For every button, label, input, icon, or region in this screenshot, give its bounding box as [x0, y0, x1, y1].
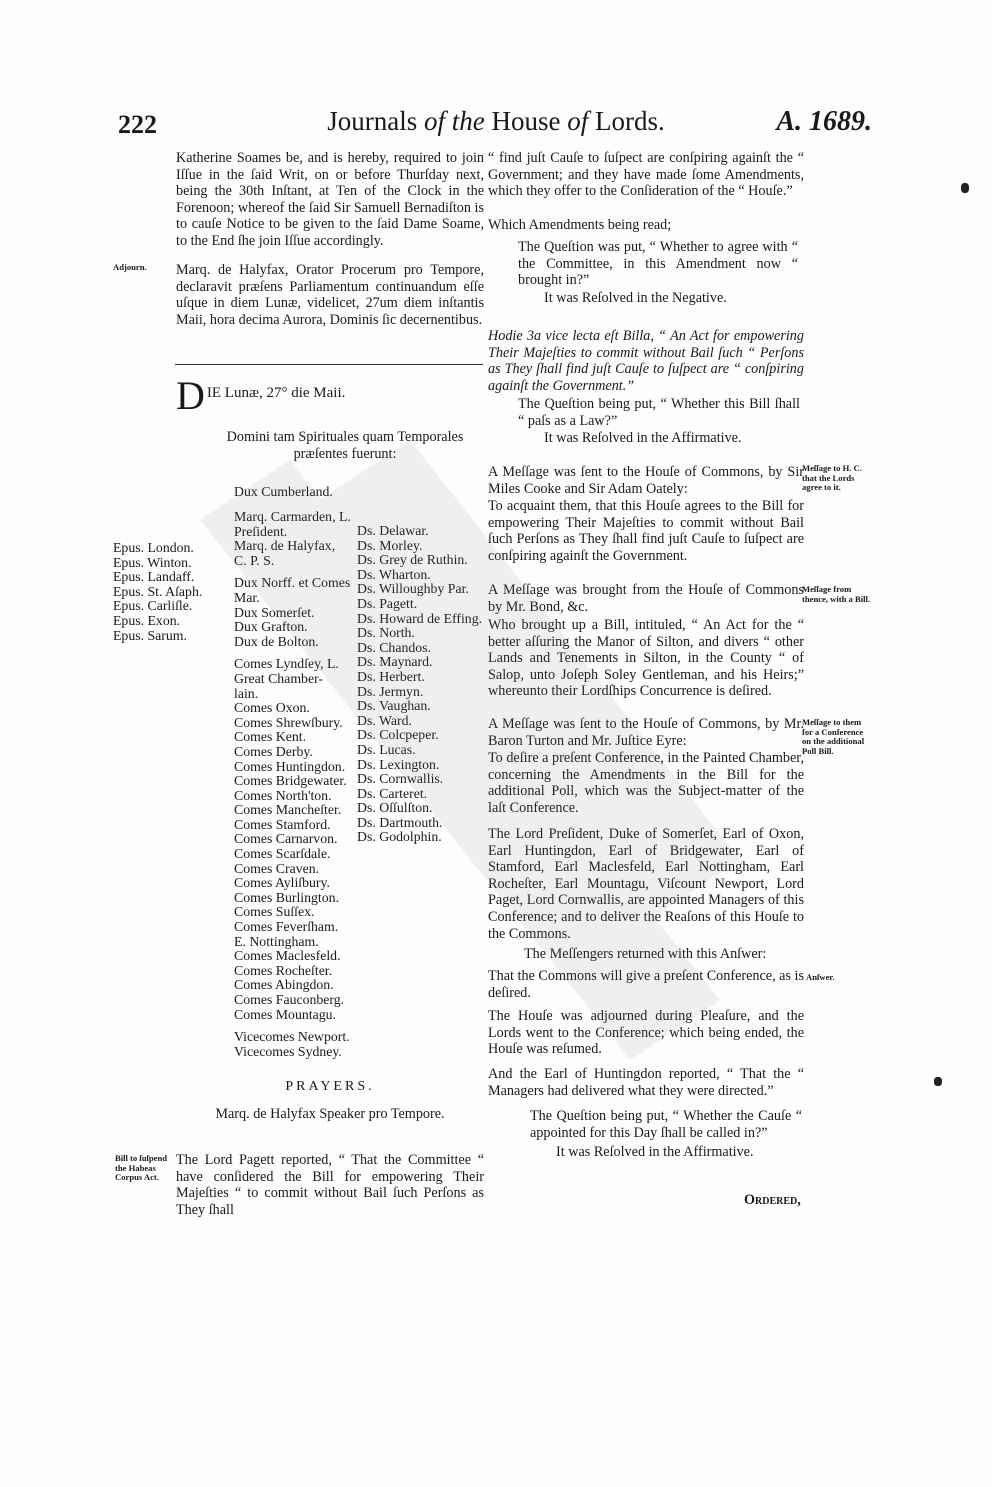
- peer-entry: Dux Grafton.: [234, 619, 308, 635]
- margin-note-message-bill: Meſſage from thence, with a Bill.: [802, 584, 871, 604]
- col2-p13: To deſire a preſent Conference, in the Painted Chamber, concerning the Amendments in the Bill for the additional Poll, which was the Subject-matter of the laſt Conference.: [488, 750, 804, 816]
- peer-entry: Preſident.: [234, 523, 288, 539]
- baron-entry: Ds. Vaughan.: [357, 698, 431, 714]
- peer-entry: Great Chamber-: [234, 670, 323, 686]
- col2-p7: It was Reſolved in the Affirmative.: [544, 430, 742, 446]
- die-heading: [176, 373, 484, 418]
- col2-p8: A Meſſage was ſent to the Houſe of Commons, by Sir Miles Cooke and Sir Adam Oately:: [488, 464, 804, 497]
- peer-entry: Comes Maclesfeld.: [234, 948, 341, 964]
- peer-entry: Comes Derby.: [234, 743, 313, 759]
- peer-entry: Comes Oxon.: [234, 700, 310, 716]
- baron-entry: Ds. Oſſulſton.: [357, 800, 433, 816]
- baron-entry: Ds. Lucas.: [357, 741, 416, 757]
- col2-p11: Who brought up a Bill, intituled, “ An Act for the “ better aſſuring the Manor of Silton, and divers “ other Lands and Tenements in Silton, in the County “ of Salop, unto Joſeph Soley Gentleman, and his Heirs;” whereunto their Lordſhips Concurrence is deſired.: [488, 617, 804, 700]
- baron-entry: Ds. Maynard.: [357, 654, 433, 670]
- ink-mark: [934, 1077, 942, 1086]
- peer-entry: Comes Abingdon.: [234, 977, 334, 993]
- peer-entry: Comes North'ton.: [234, 787, 332, 803]
- margin-note-adjourn: Adjourn.: [113, 262, 147, 272]
- bishop-entry: Epus. Carliſle.: [113, 598, 193, 614]
- peer-entry: Comes Carnarvon.: [234, 831, 338, 847]
- peer-entry: Comes Scarſdale.: [234, 846, 331, 862]
- peers-list: [234, 510, 351, 1059]
- peer-entry: Comes Fauconberg.: [234, 992, 345, 1007]
- title-part-of-the: of the: [423, 106, 485, 136]
- margin-note-conference: Meſſage to them for a Conference on the additional Poll Bill.: [802, 717, 865, 756]
- col2-p9: To acquaint them, that this Houſe agrees to the Bill for empowering Their Majeſties to commit without Bail ſuch Perſons as They ſhall find juſt Cauſe to ſuſpect are conſpiring againſt the Government.: [488, 498, 804, 564]
- peer-entry: Comes Stamford.: [234, 816, 331, 832]
- peer-entry: Comes Lyndſey, L.: [234, 656, 339, 672]
- page-number: 222: [118, 110, 157, 139]
- bishop-entry: Epus. Landaff.: [113, 569, 195, 585]
- peer-entry: E. Nottingham.: [234, 933, 319, 949]
- baron-entry: Ds. Colcpeper.: [357, 727, 439, 743]
- bishop-entry: Epus. St. Aſaph.: [113, 583, 203, 599]
- col2-p2: Which Amendments being read;: [488, 217, 672, 233]
- bishop-entry: Epus. Exon.: [113, 612, 181, 628]
- baron-entry: Ds. Ward.: [357, 712, 412, 728]
- peer-entry: Vicecomes Sydney.: [234, 1043, 342, 1059]
- peer-entry: Mar.: [234, 589, 260, 605]
- peer-entry: Comes Bridgewater.: [234, 773, 347, 789]
- baron-entry: Ds. Chandos.: [357, 639, 431, 655]
- peer-entry: Dux de Bolton.: [234, 633, 319, 649]
- baron-entry: Ds. Willoughby Par.: [357, 581, 469, 597]
- margin-note-answer: Anſwer.: [806, 972, 835, 982]
- col2-p16: That the Commons will give a preſent Conference, as is deſired.: [488, 968, 804, 1001]
- peer-entry: Comes Ayliſbury.: [234, 875, 330, 891]
- col2-p14: The Lord Preſident, Duke of Somerſet, Earl of Oxon, Earl Huntingdon, Earl of Bridgewater, Earl of Stamford, Earl Maclesfeld, Earl Nottingham, Earl Rocheſter, Earl Mountagu, Viſcount Newport, Lord Paget, Lord Cornwallis, are appointed Managers of this Conference; and to deliver the Reaſons of this Houſe to the Commons.: [488, 826, 804, 942]
- col2-p1: “ find juſt Cauſe to ſuſpect are conſpiring againſt the “ Government; and they have made ſome Amendments, which they offer to the Conſideration of the “ Houſe.”: [488, 150, 804, 200]
- baron-entry: Ds. Cornwallis.: [357, 771, 444, 787]
- col2-p4: It was Reſolved in the Negative.: [544, 290, 727, 306]
- col2-p6: The Queſtion being put, “ Whether this Bill ſhall “ paſs as a Law?”: [518, 396, 800, 429]
- bishop-entry: Epus. London.: [113, 540, 194, 555]
- bishops-list: [113, 541, 202, 643]
- baron-entry: Ds. Jermyn.: [357, 683, 424, 699]
- peer-entry: Comes Mountagu.: [234, 1006, 336, 1022]
- baron-entry: Ds. Lexington.: [357, 756, 440, 772]
- page-year: A. 1689.: [776, 106, 872, 137]
- baron-entry: Ds. Delawar.: [357, 523, 429, 538]
- title-part-house: House: [484, 106, 568, 136]
- barons-list: [357, 524, 482, 845]
- col2-p3: The Queſtion was put, “ Whether to agree with “ the Committee, in this Amendment now “ brought in?”: [518, 239, 798, 289]
- peer-entry: Comes Suſſex.: [234, 904, 315, 920]
- bishop-entry: Epus. Winton.: [113, 554, 192, 570]
- baron-entry: Ds. Pagett.: [357, 595, 418, 611]
- peer-entry: Comes Burlington.: [234, 889, 340, 905]
- title-part-journals: Journals: [327, 106, 424, 136]
- peer-entry: Marq. de Halyfax,: [234, 538, 336, 554]
- margin-note-message-lords-agree: Meſſage to H. C. that the Lords agree to it.: [802, 463, 862, 493]
- col2-p10: A Meſſage was brought from the Houſe of Commons by Mr. Bond, &c.: [488, 582, 804, 615]
- col2-p12: A Meſſage was ſent to the Houſe of Commons, by Mr. Baron Turton and Mr. Juſtice Eyre:: [488, 716, 804, 749]
- peer-entry: Marq. Carmarden, L.: [234, 509, 351, 524]
- speaker-line: Marq. de Halyfax Speaker pro Tempore.: [215, 1106, 445, 1122]
- bishop-entry: Epus. Sarum.: [113, 627, 187, 643]
- baron-entry: Ds. Herbert.: [357, 668, 425, 684]
- baron-entry: Ds. Dartmouth.: [357, 814, 443, 830]
- col2-p18: And the Earl of Huntingdon reported, “ That the “ Managers had delivered what they were directed.”: [488, 1066, 804, 1099]
- peer-entry: Comes Rocheſter.: [234, 962, 333, 978]
- baron-entry: Ds. Howard de Effing.: [357, 610, 483, 626]
- col1-paragraph-writ: Katherine Soames be, and is hereby, required to join Iſſue in the ſaid Writ, on or before Thurſday next, being the 30th Inſtant, at Ten of the Clock in the Forenoon; whereof the ſaid Sir Samuell Bernadiſton is to cauſe Notice to be given to the ſaid Dame Soame, to the End ſhe join Iſſue accordingly.: [176, 150, 484, 249]
- baron-entry: Ds. Grey de Ruthin.: [357, 552, 468, 568]
- col2-p20: It was Reſolved in the Affirmative.: [556, 1144, 754, 1160]
- peer-entry: Comes Feverſham.: [234, 919, 339, 935]
- col2-p19: The Queſtion being put, “ Whether the Cauſe “ appointed for this Day ſhall be called in?”: [530, 1108, 802, 1141]
- peer-entry: Comes Craven.: [234, 860, 320, 876]
- ink-mark: [961, 183, 969, 193]
- dux-cumberland: Dux Cumberland.: [234, 484, 333, 499]
- baron-entry: Ds. Carteret.: [357, 785, 428, 801]
- title-part-of: of: [567, 106, 589, 136]
- col2-p15: The Meſſengers returned with this Anſwer:: [524, 946, 767, 962]
- peer-entry: Comes Kent.: [234, 729, 307, 745]
- catchword: Ordered,: [744, 1192, 801, 1208]
- peer-entry: Comes Mancheſter.: [234, 802, 342, 818]
- col1-paragraph-adjourn: Marq. de Halyfax, Orator Procerum pro Tempore, declaravit præſens Parliamentum continuandum eſſe uſque in diem Lunæ, videlicet, 27um diem inſtantis Maii, hora decima Aurora, Dominis ſic decernentibus.: [176, 262, 484, 328]
- margin-note-habeas: Bill to ſuſpend the Habeas Corpus Act.: [115, 1153, 168, 1183]
- baron-entry: Ds. Morley.: [357, 537, 423, 553]
- title-part-lords: Lords.: [588, 106, 665, 136]
- domini-line: Domini tam Spirituales quam Temporales præſentes fuerunt:: [226, 429, 464, 462]
- peer-entry: C. P. S.: [234, 552, 275, 568]
- baron-entry: Ds. Godolphin.: [357, 829, 442, 845]
- section-rule: [175, 364, 483, 365]
- drop-cap: D: [176, 373, 205, 418]
- col1-paragraph-pagett: The Lord Pagett reported, “ That the Committee “ have conſidered the Bill for empowering Their Majeſties “ to commit without Bail ſuch Perſons as They ſhall: [176, 1152, 484, 1218]
- baron-entry: Ds. Wharton.: [357, 566, 431, 582]
- peer-entry: Dux Norff. et Comes: [234, 575, 351, 591]
- col2-p5: Hodie 3a vice lecta eſt Billa, “ An Act for empowering Their Majeſties to commit without Bail ſuch “ Perſons as They ſhall find juſt Cauſe to ſuſpect are “ conſpiring againſt the Government.”: [488, 328, 804, 394]
- peer-entry: Vicecomes Newport.: [234, 1029, 350, 1045]
- die-heading-text: IE Lunæ, 27° die Maii.: [206, 385, 346, 401]
- peer-entry: Comes Huntingdon.: [234, 758, 346, 774]
- peer-entry: lain.: [234, 685, 259, 701]
- prayers-heading: PRAYERS.: [285, 1079, 375, 1094]
- peer-entry: Dux Somerſet.: [234, 604, 315, 620]
- baron-entry: Ds. North.: [357, 625, 415, 641]
- col2-p17: The Houſe was adjourned during Pleaſure, and the Lords went to the Conference; which being ended, the Houſe was reſumed.: [488, 1008, 804, 1058]
- peer-entry: Comes Shrewſbury.: [234, 714, 343, 730]
